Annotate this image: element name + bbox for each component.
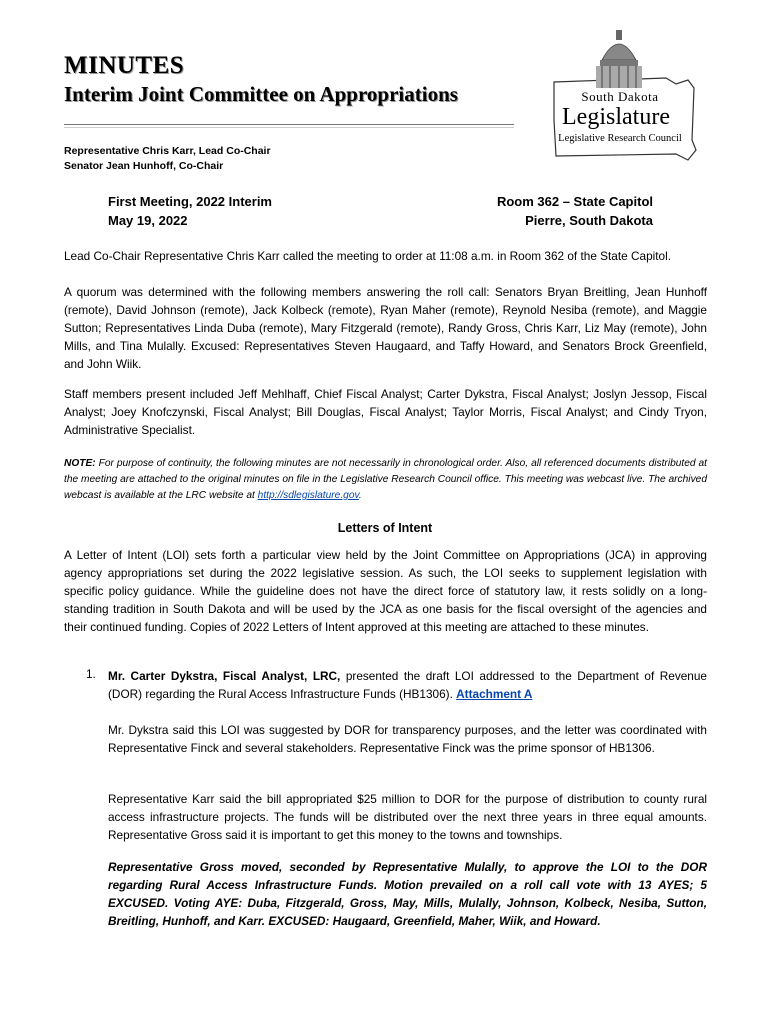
staff-paragraph: Staff members present included Jeff Mehlhaff, Chief Fiscal Analyst; Carter Dykstra, Fiscal Analyst; Joslyn Jessop, Fiscal Analyst; Joey Knofczynski, Fiscal Analyst; Bill Douglas, Fiscal Analyst; Taylor Morris, Fiscal Analyst; and Cindy Tryon, Administrative Specialist.: [64, 387, 707, 437]
attachment-a-link[interactable]: Attachment A: [456, 687, 533, 701]
quorum-paragraph: A quorum was determined with the following members answering the roll call: Senators Bryan Breitling, Jean Hunhoff (remote), David Johnson (remote), Jack Kolbeck (remote), Ryan Maher (remote), Reynold Nesiba (remote), and Maggie Sutton; Representatives Linda Duba (remote), Mary Fitzgerald (remote), Randy Gross, Chris Karr, Liz May (remote), John Mills, and Tina Mulally. Excused: Representatives Steven Haugaard, and Taffy Howard, and Senators Brock Greenfield, and John Wiik.: [64, 285, 707, 371]
logo-line1: South Dakota: [581, 89, 659, 104]
meeting-city: Pierre, South Dakota: [525, 213, 653, 228]
item-text: presented the draft LOI addressed to the Department of Revenue (DOR) regarding the Rural Access Infrastructure Funds (HB1306).: [108, 669, 707, 701]
call-to-order-paragraph: Lead Co-Chair Representative Chris Karr called the meeting to order at 11:08 a.m. in Room 362 of the State Capitol.: [64, 249, 671, 263]
committee-title: Interim Joint Committee on Appropriations: [64, 82, 458, 106]
item-number: 1.: [86, 667, 96, 681]
header-rule: [64, 124, 514, 128]
co-chairs-block: [64, 144, 271, 174]
sd-legislature-logo: [516, 20, 722, 170]
meeting-title: First Meeting, 2022 Interim: [108, 194, 272, 209]
co-chair: Senator Jean Hunhoff, Co-Chair: [64, 160, 224, 172]
lrc-website-link[interactable]: http://sdlegislature.gov: [257, 490, 359, 501]
minutes-title: MINUTES: [64, 52, 185, 79]
karr-paragraph: Representative Karr said the bill appropriated $25 million to DOR for the purpose of distribution to county rural access infrastructure projects. The funds will be distributed over the next three years in three equal amounts. Representative Gross said it is important to get this money to the towns and townships.: [108, 792, 707, 842]
item-1-paragraph: [108, 667, 707, 703]
meeting-location: [497, 192, 653, 230]
note-label: NOTE:: [64, 458, 96, 469]
note-text: For purpose of continuity, the following minutes are not necessarily in chronological order. Also, all referenced documents distributed at the meeting are attached to the original minutes on file in the Legislative Research Council office. This meeting was webcast live. The archived webcast is available at the LRC website at: [64, 458, 707, 501]
letters-intro-paragraph: A Letter of Intent (LOI) sets forth a particular view held by the Joint Committee on Appropriations (JCA) in approving agency appropriations set during the 2022 legislative session. As such, the LOI seeks to supplement legislation with specific policy guidance. While the guideline does not have the direct force of statutory law, it rests solidly on a long-standing tradition in South Dakota and will be used by the JCA as one basis for the fiscal oversight of the agencies and their continued funding. Copies of 2022 Letters of Intent approved at this meeting are attached to these minutes.: [64, 548, 707, 634]
letters-of-intent-heading: Letters of Intent: [337, 521, 433, 535]
motion-paragraph: Representative Gross moved, seconded by Representative Mulally, to approve the LOI to the DOR regarding Rural Access Infrastructure Funds. Motion prevailed on a roll call vote with 13 AYES; 5 EXCUSED. Voting AYE: Duba, Fitzgerald, Gross, May, Mills, Mulally, Johnson, Kolbeck, Nesiba, Sutton, Breitling, Hunhoff, and Karr. EXCUSED: Haugaard, Greenfield, Maher, Wiik, and Howard.: [108, 860, 707, 928]
meeting-date: May 19, 2022: [108, 213, 188, 228]
note-end: .: [358, 490, 362, 501]
logo-line2: Legislature: [562, 104, 670, 130]
logo-line3: Legislative Research Council: [558, 133, 682, 144]
meeting-info: [108, 192, 272, 230]
item-presenter: Mr. Carter Dykstra, Fiscal Analyst, LRC,: [108, 669, 341, 683]
meeting-room: Room 362 – State Capitol: [496, 194, 653, 209]
dykstra-paragraph: Mr. Dykstra said this LOI was suggested by DOR for transparency purposes, and the letter was coordinated with Representative Finck and several stakeholders. Representative Finck was the prime sponsor of HB1306.: [108, 723, 707, 755]
capitol-dome-icon: [596, 30, 642, 88]
lead-co-chair: Representative Chris Karr, Lead Co-Chair: [64, 145, 271, 157]
note-paragraph: [64, 456, 707, 504]
